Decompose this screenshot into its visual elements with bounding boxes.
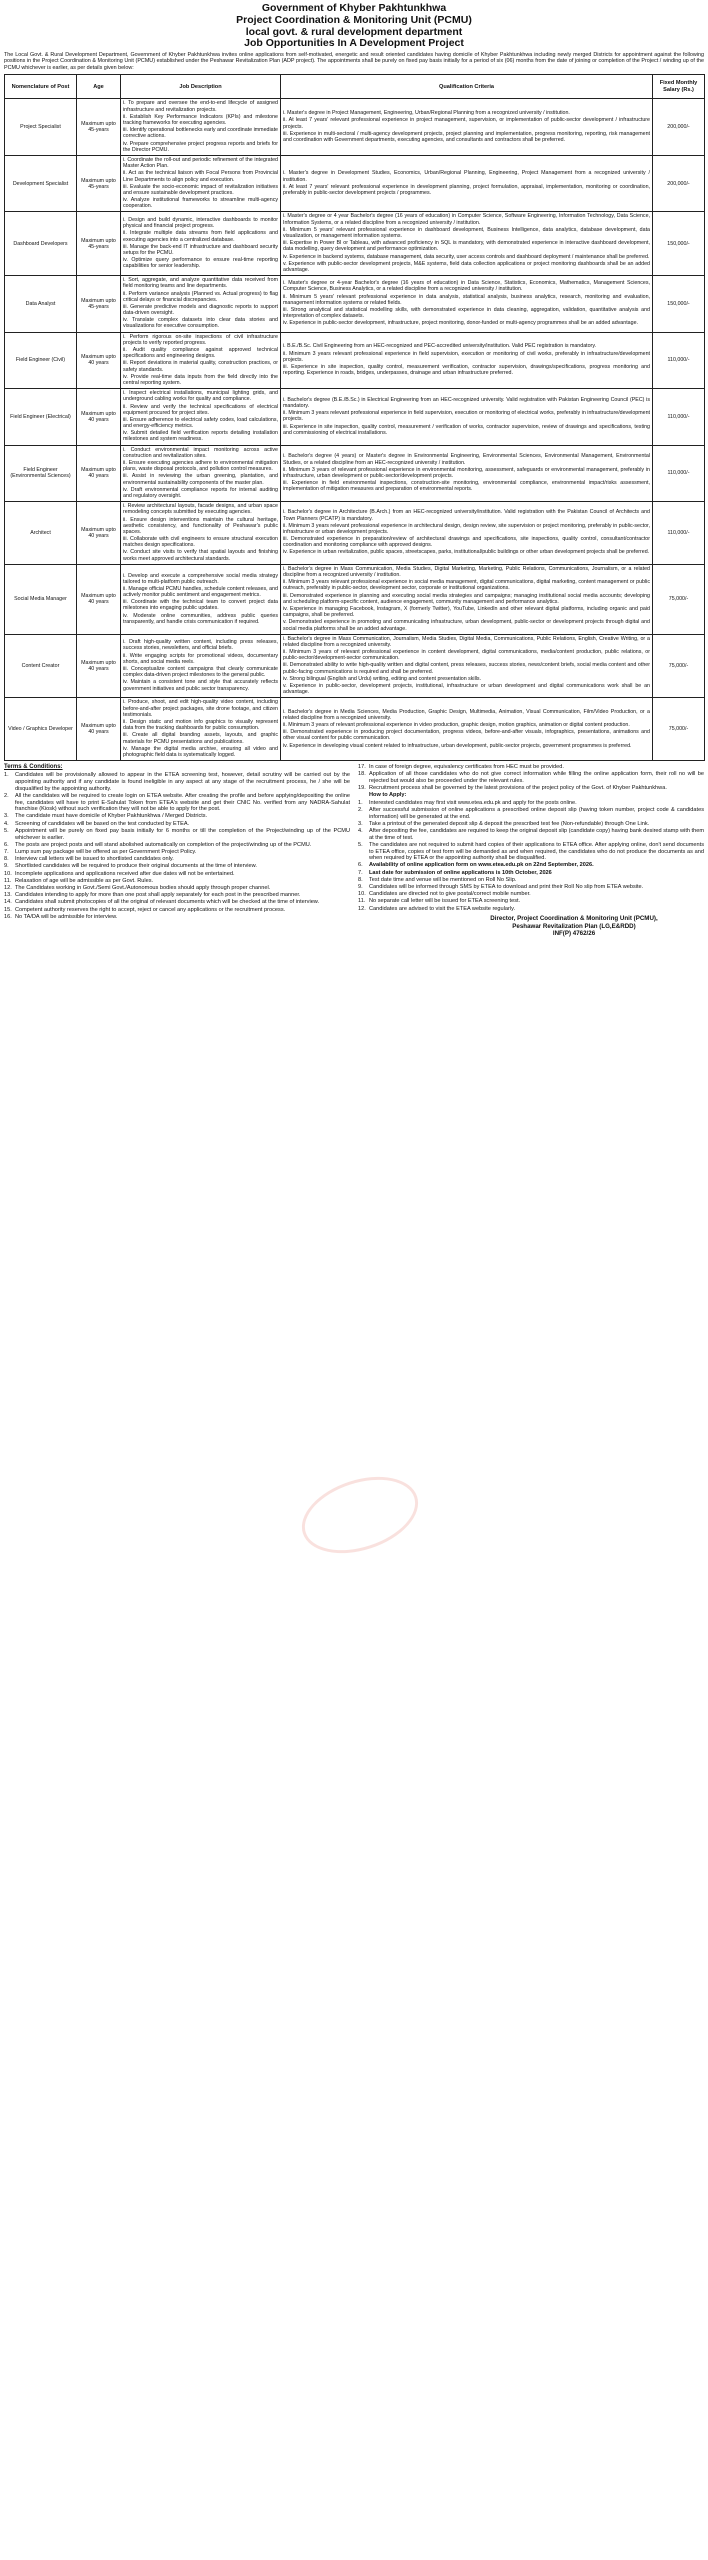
- terms-item: [358, 785, 704, 792]
- salary-cell: 110,000/-: [653, 502, 705, 565]
- item-text: Candidates will be informed through SMS by ETEA to download and print their Roll No slip from ETEA website.: [369, 884, 644, 891]
- table-row: [5, 698, 705, 761]
- terms-item: [358, 792, 704, 799]
- item-number: 4.: [358, 827, 363, 834]
- age-limit-cell: Maximum upto 40 years: [77, 698, 121, 761]
- item-text: Lump sum pay package will be offered as per Government Project Policy.: [15, 849, 197, 855]
- table-row: [5, 389, 705, 446]
- terms-item: [4, 772, 350, 792]
- age-limit-cell: Maximum upto 40 years: [77, 502, 121, 565]
- table-row: [5, 502, 705, 565]
- terms-item: [358, 807, 704, 820]
- item-number: 11.: [4, 877, 12, 884]
- qualification-item: iii. Experience in site inspection, quality control, measurement verification, contractor supervision, drawings/specifications, progress monitoring and reporting. Experience in roads, bridges, underpasses, drainage and urban infrastructure preferred.: [283, 363, 650, 377]
- item-number: 4.: [4, 820, 9, 827]
- description-item: iii. Collaborate with civil engineers to ensure structural execution matches design specifications.: [123, 536, 278, 549]
- table-row: [5, 634, 705, 698]
- item-text: Relaxation of age will be admissible as per Govt. Rules.: [15, 877, 154, 884]
- description-item: iii. Create all digital branding assets, layouts, and graphic materials for PCMU presentations and publications.: [123, 732, 278, 745]
- item-number: 10.: [358, 891, 366, 898]
- terms-item: [4, 813, 350, 820]
- item-text: All the candidates will be required to create login on ETEA website. After creating the profile and before applying/depositing the online fee, candidates will have to print E-Sahulat Token from ETEA's website and get their CNIC No. verified from any NADRA-Sahulat franchise (Kiosk) without such verification they will not be able to apply for the post.: [15, 792, 350, 813]
- qualification-item: ii. Minimum 5 years' relevant professional experience in dashboard development, Business Intelligence, data analytics, database development, data visualization, or management information systems.: [283, 226, 650, 240]
- age-limit-cell: Maximum upto 45-years: [77, 212, 121, 276]
- age-limit-cell: Maximum upto 40 years: [77, 389, 121, 446]
- description-item: i. Develop and execute a comprehensive social media strategy tailored to multi-platform public outreach.: [123, 572, 278, 585]
- terms-heading: Terms & Conditions:: [4, 764, 63, 771]
- description-item: iv. Manage the digital media archive, ensuring all video and photographic field data is systematically logged.: [123, 745, 278, 758]
- issuer-title: Director, Project Coordination & Monitoring Unit (PCMU),: [490, 915, 658, 923]
- description-item: i. Perform rigorous on-site inspections of civil infrastructure projects to verify reported progress.: [123, 333, 278, 346]
- description-item: iv. Prepare comprehensive project progress reports and briefs for the Director PCMU.: [123, 140, 278, 153]
- qualification-item: iii. Demonstrated experience in preparation/review of architectural drawings and specifications, site inspections, quality control, consultant/contractor coordination and monitoring compliance with approved designs.: [283, 536, 650, 549]
- item-text: Last date for submission of online applications is 10th October, 2026: [369, 869, 552, 876]
- terms-item: [4, 892, 350, 899]
- salary-cell: 75,000/-: [653, 634, 705, 698]
- terms-item: [358, 877, 704, 884]
- qualification-item: i. Bachelor's degree in Architecture (B.Arch.) from an HEC-recognized university/institution. Valid registration with the Pakistan Council of Architects and Town Planners (PCATP) is mandatory.: [283, 509, 650, 522]
- description-item: i. To prepare and oversee the end-to-end lifecycle of assigned infrastructure and revitalization projects.: [123, 100, 278, 113]
- qualification-item: iv. Experience in public-sector development, infrastructure, project monitoring, donor-funded or multi-agency programmes shall be an added advantage.: [283, 320, 638, 327]
- terms-item: [4, 849, 350, 856]
- government-title: Government of Khyber Pakhtunkhwa: [261, 2, 447, 14]
- terms-right-column: [358, 764, 704, 938]
- description-item: ii. Act as the technical liaison with Focal Persons from Provincial Line Departments to align policy and execution.: [123, 170, 278, 183]
- qualification-cell: [281, 155, 653, 212]
- item-text: Shortlisted candidates will be required to produce their original documents at the time of interview.: [15, 863, 257, 870]
- qualification-item: v. Experience with public-sector development projects, M&E systems, field data collection applications or project monitoring dashboards shall be an added advantage.: [283, 260, 650, 273]
- item-text: The Candidates working in Govt./Semi Govt./Autonomous bodies should apply through proper channel.: [15, 885, 271, 892]
- description-item: iv. Optimize query performance to ensure real-time reporting capabilities for senior leadership.: [123, 257, 278, 270]
- terms-item: [358, 906, 704, 913]
- item-number: 11.: [358, 898, 366, 905]
- advert-reference: INF(P) 4762/26: [552, 930, 596, 938]
- salary-cell: 110,000/-: [653, 389, 705, 446]
- item-text: Application of all those candidates who do not give correct information while filling the online application form, their roll no will be rejected but would also be proceeded under the relevant rules.: [369, 771, 704, 784]
- salary-cell: 200,000/-: [653, 99, 705, 156]
- item-text: No TA/DA will be admissible for interview.: [15, 913, 118, 920]
- age-limit-cell: Maximum upto 45-years: [77, 99, 121, 156]
- qualification-cell: [281, 276, 653, 333]
- item-text: Availability of online application form on www.etea.edu.pk on 22nd September, 2026.: [369, 862, 594, 869]
- salary-cell: 150,000/-: [653, 276, 705, 333]
- table-row: [5, 212, 705, 276]
- description-item: iv. Translate complex datasets into clear data stories and visualizations for executive consumption.: [123, 317, 278, 330]
- terms-item: [4, 842, 350, 849]
- terms-item: [358, 764, 704, 771]
- item-text: Recruitment process shall be governed by the latest provisions of the project policy of the Govt. of Khyber Pakhtunkhwa.: [369, 785, 667, 792]
- job-description-cell: [121, 634, 281, 698]
- post-name-cell: Development Specialist: [5, 155, 77, 212]
- terms-item: [358, 870, 704, 877]
- header-description: Job Description: [121, 75, 281, 99]
- item-number: 3.: [4, 813, 9, 820]
- qualification-item: iii. Demonstrated ability to write high-quality written and digital content, press releases, success stories, news/content briefs, social media content and other public-facing communications is required and shall be preferred.: [283, 662, 650, 675]
- item-text: Interested candidates may first visit www.etea.edu.pk and apply for the posts online.: [369, 799, 577, 806]
- item-text: After successful submission of online applications a prescribed online deposit slip (having token number, project code & candidates information) will be generated at the end.: [369, 806, 704, 820]
- salary-cell: 75,000/-: [653, 564, 705, 634]
- item-number: 15.: [4, 906, 12, 913]
- item-number: 9.: [358, 884, 363, 891]
- item-number: 7.: [358, 869, 363, 876]
- qualification-item: v. Experience in public-sector, development projects, institutional, infrastructure or urban development and digital communications work shall be an advantage.: [283, 683, 650, 696]
- description-item: ii. Audit quality compliance against approved technical specifications and engineering designs.: [123, 347, 278, 360]
- qualification-item: i. Bachelor's degree (B.E./B.Sc.) in Electrical Engineering from an HEC-recognized university. Valid registration with Pakistan Engineering Council (PEC) is mandatory.: [283, 396, 650, 410]
- table-row: [5, 564, 705, 634]
- post-name-cell: Architect: [5, 502, 77, 565]
- qualification-item: ii. Minimum 3 years of relevant professional experience in content development, digital communications, media/content production, public relations, or public-sector/development-sector communication.: [283, 649, 650, 662]
- item-text: In case of foreign degree, equivalency certificates from HEC must be provided.: [369, 764, 564, 771]
- salary-cell: 150,000/-: [653, 212, 705, 276]
- terms-item: [4, 793, 350, 813]
- header-qualification: Qualification Criteria: [281, 75, 653, 99]
- description-item: iv. Maintain a consistent tone and style that accurately reflects government initiatives and public sector transparency.: [123, 679, 278, 692]
- qualification-item: iv. Experience in developing visual content related to infrastructure, urban development, public-sector projects, government programmes is preferred.: [283, 742, 632, 749]
- post-name-cell: Field Engineer (Environmental Sciences): [5, 445, 77, 502]
- description-item: ii. Perform variance analysis (Planned vs. Actual progress) to flag critical delays or financial discrepancies.: [123, 290, 278, 303]
- description-item: iii. Coordinate with the technical team to convert project data milestones into engaging public updates.: [123, 599, 278, 612]
- item-text: The candidate must have domicile of Khyber Pakhtunkhwa / Merged Districts.: [15, 813, 208, 820]
- terms-item: [358, 891, 704, 898]
- item-text: Take a printout of the generated deposit slip & deposit the prescribed test fee (Non-refundable) through One Link.: [369, 820, 650, 827]
- table-header-row: [5, 75, 705, 99]
- item-text: Screening of candidates will be based on the test conducted by ETEA.: [15, 820, 190, 827]
- job-description-cell: [121, 389, 281, 446]
- item-number: 18.: [358, 771, 366, 778]
- item-number: 14.: [4, 899, 12, 906]
- item-text: Competent authority reserves the right to accept, reject or cancel any applications or the recruitment process.: [15, 906, 286, 913]
- qualification-item: ii. Minimum 5 years' relevant professional experience in data analysis, statistical analysis, business analytics, research, monitoring and evaluation, management information systems or related fields.: [283, 293, 650, 306]
- job-description-cell: [121, 212, 281, 276]
- description-item: iv. Conduct site visits to verify that spatial layouts and finishing works meet approved architectural standards.: [123, 549, 278, 562]
- issuer-project: Peshawar Revitalization Plan (LG,E&RDD): [512, 922, 636, 930]
- table-row: [5, 99, 705, 156]
- description-item: i. Inspect electrical installations, municipal lighting grids, and underground cabling works for quality and compliance.: [123, 390, 278, 403]
- description-item: i. Design and build dynamic, interactive dashboards to monitor physical and financial project progress.: [123, 217, 278, 230]
- item-number: 2.: [358, 806, 363, 813]
- description-item: ii. Ensure design interventions maintain the cultural heritage, aesthetic consistency, and functionality of Peshawar's public spaces.: [123, 516, 278, 535]
- item-number: 12.: [358, 905, 366, 912]
- advertisement-header: [4, 3, 704, 50]
- description-item: iii. Manage the back-end IT infrastructure and dashboard security setups for the PCMU.: [123, 243, 278, 256]
- description-item: ii. Write engaging scripts for promotional videos, documentary shorts, and social media reels.: [123, 652, 278, 665]
- item-text: After depositing the fee, candidates are required to keep the original deposit slip (candidate copy) having bank desired stamp with them at the time of test.: [369, 827, 704, 841]
- description-item: ii. Establish Key Performance Indicators (KPIs) and milestone tracking frameworks for executing agencies.: [123, 113, 278, 127]
- page-title: Job Opportunities In A Development Project: [244, 37, 464, 50]
- description-item: i. Draft high-quality written content, including press releases, success stories, newsletters, and official briefs.: [123, 639, 278, 652]
- terms-item: [358, 862, 704, 869]
- job-description-cell: [121, 155, 281, 212]
- qualification-item: iv. Experience in managing Facebook, Instagram, X (formerly Twitter), YouTube, LinkedIn and other relevant digital platforms, including organic and paid campaigns, shall be preferred.: [283, 605, 650, 619]
- qualification-item: v. Demonstrated experience in promoting and communicating infrastructure, urban development, public-sector or development projects through digital and social media platforms shall be an added advantage.: [283, 619, 650, 632]
- job-description-cell: [121, 564, 281, 634]
- qualification-item: ii. At least 7 years' relevant professional experience in development planning, project formulation, appraisal, implementation, monitoring or coordination, preferably in public-sector development projects / programmes.: [283, 183, 650, 196]
- item-text: Candidates shall submit photocopies of all the original of relevant documents which will be checked at the time of interview.: [15, 899, 320, 906]
- qualification-cell: [281, 389, 653, 446]
- qualification-item: ii. Minimum 3 years of relevant professional experience in environmental monitoring, assessment, safeguards or environmental management, preferably in infrastructure, urban development or public-sector/development projects.: [283, 466, 650, 479]
- terms-left-column: [4, 764, 350, 938]
- description-item: iv. Moderate online communities, address public queries transparently, and handle crisis communication if required.: [123, 612, 278, 625]
- item-number: 10.: [4, 870, 12, 877]
- header-age: Age: [77, 75, 121, 99]
- age-limit-cell: Maximum upto 45-years: [77, 276, 121, 333]
- item-number: 7.: [4, 849, 9, 855]
- item-text: No separate call letter will be issued for ETEA screening test.: [369, 898, 521, 905]
- qualification-item: i. Bachelor's degree in Mass Communication, Journalism, Media Studies, Digital Media, Communications, Public Relations, English, Creative Writing, or a related discipline from a recognized university.: [283, 635, 650, 648]
- item-number: 1.: [358, 799, 363, 806]
- post-name-cell: Project Specialist: [5, 99, 77, 156]
- qualification-cell: [281, 502, 653, 565]
- jobs-table-body: [5, 99, 705, 761]
- description-item: i. Coordinate the roll-out and periodic refinement of the integrated Master Action Plan.: [123, 156, 278, 170]
- description-item: iv. Provide real-time data inputs from the field directly into the central reporting system.: [123, 373, 278, 386]
- terms-item: [4, 828, 350, 841]
- qualification-cell: [281, 564, 653, 634]
- item-number: 19.: [358, 785, 366, 792]
- salary-cell: 200,000/-: [653, 155, 705, 212]
- salary-cell: 110,000/-: [653, 445, 705, 502]
- qualification-item: ii. Minimum 3 years relevant professional experience in social media management, digital communications, digital marketing, content management or public outreach, preferably in public-sector, development sector, corporate or institutional organizations.: [283, 579, 650, 592]
- description-item: i. Conduct environmental impact monitoring across active construction and revitalization sites.: [123, 446, 278, 459]
- job-description-cell: [121, 445, 281, 502]
- qualification-cell: [281, 698, 653, 761]
- terms-item: [358, 771, 704, 784]
- qualification-item: ii. Minimum 3 years relevant professional experience in field supervision, execution or monitoring of electrical works, preferably in infrastructure/development projects.: [283, 410, 650, 423]
- post-name-cell: Social Media Manager: [5, 564, 77, 634]
- description-item: ii. Design static and motion info graphics to visually represent data from the tracking dashboards for public consumption.: [123, 718, 278, 732]
- item-number: 8.: [358, 876, 363, 883]
- description-item: ii. Manage official PCMU handles, schedule content releases, and actively monitor public sentiment and engagement metrics.: [123, 585, 278, 599]
- terms-list: [4, 772, 350, 920]
- item-text: The posts are project posts and will stand abolished automatically on completion of the project/winding up of the PCMU.: [15, 841, 312, 848]
- qualification-item: ii. Minimum 3 years relevant professional experience in architectural design, design review, site supervision or project monitoring, preferably in public-sector, infrastructure or urban development projects.: [283, 522, 650, 535]
- qualification-item: iii. Experience in site inspection, quality control, measurement / verification of works, contractor supervision, review of drawings and specifications, testing and commissioning of electrical installations.: [283, 423, 650, 436]
- item-number: 1.: [4, 772, 9, 779]
- qualification-cell: [281, 99, 653, 156]
- terms-item: [4, 863, 350, 870]
- watermark-stamp: [292, 1463, 428, 1567]
- item-text: The candidates are not required to submit hard copies of their applications to ETEA office. After applying online, don't send documents to ETEA office, copies of test form will be demanded as and when required, the candidates who do not produce the documents as and when required by ETEA or the appointing authority shall be disqualified.: [369, 841, 704, 862]
- header-salary: Fixed Monthly Salary (Rs.): [653, 75, 705, 99]
- description-item: iii. Generate predictive models and diagnostic reports to support data-driven oversight.: [123, 303, 278, 317]
- jobs-table: [4, 74, 705, 761]
- terms-item: [4, 878, 350, 885]
- qualification-cell: [281, 212, 653, 276]
- item-number: 9.: [4, 863, 9, 870]
- item-text: Test date time and venue will be mentioned on Roll No Slip.: [369, 876, 517, 883]
- terms-item: [4, 899, 350, 906]
- post-name-cell: Field Engineer (Civil): [5, 332, 77, 389]
- description-item: iii. Conceptualize content campaigns that clearly communicate complex data-driven project milestones to the general public.: [123, 666, 278, 679]
- qualification-cell: [281, 634, 653, 698]
- qualification-item: ii. Minimum 3 years relevant professional experience in field supervision, execution or monitoring of civil works, preferably in infrastructure/development projects.: [283, 350, 650, 363]
- salary-cell: 110,000/-: [653, 332, 705, 389]
- item-text: Incomplete applications and applications received after due dates will not be entertained.: [15, 870, 235, 877]
- qualification-item: i. Master's degree or 4 year Bachelor's degree (16 years of education) in Computer Science, Software Engineering, Information Technology, Data Science, Information Systems, or a related discipline from a recognized university / institution.: [283, 213, 650, 226]
- item-number: 5.: [4, 827, 9, 834]
- description-item: iv. Analyze institutional frameworks to streamline multi-agency cooperation.: [123, 197, 278, 210]
- qualification-cell: [281, 445, 653, 502]
- item-text: Interview call letters will be issued to shortlisted candidates only.: [15, 856, 174, 863]
- qualification-item: iii. Strong analytical and statistical modelling skills, with demonstrated experience in data cleaning, aggregation, validation, quantitative analysis and interpretation of complex datasets.: [283, 306, 650, 320]
- description-item: iv. Draft environmental compliance reports for internal auditing and regulatory oversight.: [123, 486, 278, 499]
- description-item: ii. Integrate multiple data streams from field applications and executing agencies into a centralized database.: [123, 230, 278, 243]
- qualification-item: i. Master's degree in Development Studies, Economics, Urban/Regional Planning, Engineering, Project Management from a recognized university / institution.: [283, 170, 650, 183]
- terms-item: [4, 885, 350, 892]
- qualification-item: iii. Demonstrated experience in planning and executing social media strategies and campaigns; managing institutional social media accounts; developing and scheduling platform-specific content, audience engagement, community management and performance analytics.: [283, 592, 650, 605]
- apply-list: [358, 764, 704, 912]
- post-name-cell: Dashboard Developers: [5, 212, 77, 276]
- item-number: 13.: [4, 892, 12, 899]
- department-title: local govt. & rural development department: [245, 25, 463, 38]
- qualification-item: iv. Experience in backend systems, database management, data security, user access controls and dashboard deployment / maintenance shall be preferred.: [283, 253, 650, 260]
- terms-item: [4, 821, 350, 828]
- description-item: i. Produce, shoot, and edit high-quality video content, including before-and-after project packages, site drone footage, and citizen testimonials.: [123, 699, 278, 718]
- description-item: ii. Ensure executing agencies adhere to environmental mitigation plans, waste disposal protocols, and pollution control measures.: [123, 460, 278, 473]
- qualification-item: i. Bachelor's degree (4 years) or Master's degree in Environmental Engineering, Environmental Sciences, Environmental Management, Environmental Studies, or a related discipline from an HEC-recognized university / institution.: [283, 453, 650, 466]
- terms-section: [4, 764, 704, 938]
- description-item: i. Review architectural layouts, facade designs, and urban space remodeling concepts submitted by executing agencies.: [123, 503, 278, 516]
- item-text: Candidates are advised to visit the ETEA website regularly.: [369, 905, 516, 912]
- terms-item: [4, 907, 350, 914]
- qualification-item: i. Master's degree in Project Management, Engineering, Urban/Regional Planning from a recognized university / institution.: [283, 110, 570, 117]
- post-name-cell: Content Creator: [5, 634, 77, 698]
- item-number: 3.: [358, 820, 363, 827]
- description-item: iii. Identify operational bottlenecks early and coordinate immediate corrective actions.: [123, 127, 278, 140]
- qualification-item: i. Bachelor's degree in Mass Communication, Media Studies, Digital Marketing, Marketing, Public Relations, Communications, Journalism, or a related discipline from a recognized university / institution.: [283, 565, 650, 579]
- item-text: Appointment will be purely on fixed pay basis initially for 6 months or till the completion of the Project/winding up of the PCMU whichever is earlier.: [15, 827, 350, 841]
- job-description-cell: [121, 332, 281, 389]
- item-number: 17.: [358, 764, 366, 771]
- age-limit-cell: Maximum upto 40 years: [77, 634, 121, 698]
- qualification-item: iii. Experience in field environmental inspections, construction-site monitoring, environmental compliance, environmental impact/risks assessment, implementation of mitigation measures and preparation of environmental reports.: [283, 480, 650, 493]
- qualification-item: i. Bachelor's degree in Media Sciences, Media Production, Graphic Design, Multimedia, Animation, Visual Communication, Film/Video Production, or a related discipline from a recognized university.: [283, 708, 650, 721]
- item-text: How to Apply:: [369, 792, 407, 799]
- salary-cell: 75,000/-: [653, 698, 705, 761]
- terms-item: [4, 871, 350, 878]
- qualification-item: iii. Expertise in Power BI or Tableau, with advanced proficiency in SQL is mandatory, with demonstrated experience in interactive dashboard development, data modelling, query development and performance optimization.: [283, 240, 650, 253]
- terms-item: [358, 842, 704, 862]
- age-limit-cell: Maximum upto 40 years: [77, 445, 121, 502]
- terms-item: [358, 898, 704, 905]
- description-item: iii. Evaluate the socio-economic impact of revitalization initiatives and ensure sustainable development practices.: [123, 183, 278, 196]
- age-limit-cell: Maximum upto 45-years: [77, 155, 121, 212]
- age-limit-cell: Maximum upto 40 years: [77, 564, 121, 634]
- qualification-item: i. B.E./B.Sc. Civil Engineering from an HEC-recognized and PEC-accredited university/institution. Valid PEC registration is mandatory.: [283, 343, 597, 350]
- description-item: iv. Submit detailed field verification reports detailing installation milestones and system readiness.: [123, 430, 278, 443]
- qualification-item: ii. At least 7 years' relevant professional experience in project management, supervision, or implementation of public-sector development / infrastructure projects.: [283, 117, 650, 130]
- description-item: iii. Ensure adherence to electrical safety codes, load calculations, and energy-efficiency metrics.: [123, 416, 278, 430]
- header-post: Nomenclature of Post: [5, 75, 77, 99]
- job-description-cell: [121, 276, 281, 333]
- qualification-item: iii. Experience in multi-sectoral / multi-agency development projects, project planning and implementation, progress monitoring, reporting, risk management and coordination with Government departments, executing agencies, and consultants and contractors shall be preferred.: [283, 130, 650, 143]
- job-description-cell: [121, 99, 281, 156]
- item-number: 6.: [358, 862, 363, 869]
- terms-item: [358, 884, 704, 891]
- unit-title: Project Coordination & Monitoring Unit (PCMU): [236, 13, 472, 26]
- intro-paragraph: The Local Govt. & Rural Development Department, Government of Khyber Pakhtunkhwa invites online applications from self-motivated, energetic and result oriented candidates having domicile of Khyber Pakhtunkhwa including newly merged Districts for appointment against the following positions in the Project Coordination & Monitoring Unit (PCMU) established under the Peshawar Revitalization Plan (ADP project). The appointments shall be purely on fixed pay basis initially for a period of six (06) months from the date of joining or completion of the Project / winding up of the PCMU whichever is earlier, as per details given below:: [4, 52, 704, 71]
- description-item: iii. Report deviations in material quality, construction practices, or safety standards.: [123, 360, 278, 373]
- item-number: 6.: [4, 841, 9, 848]
- item-number: [358, 792, 369, 799]
- table-row: [5, 155, 705, 212]
- item-number: 16.: [4, 913, 12, 920]
- terms-item: [4, 914, 350, 921]
- qualification-item: iv. Strong bilingual (English and Urdu) writing, editing and content presentation skills.: [283, 675, 482, 682]
- terms-item: [4, 856, 350, 863]
- qualification-item: ii. Minimum 3 years of relevant professional experience in video production, graphic design, motion graphics, animation or digital content production.: [283, 722, 630, 729]
- post-name-cell: Video / Graphics Developer: [5, 698, 77, 761]
- qualification-cell: [281, 332, 653, 389]
- item-text: Candidates intending to apply for more than one post shall apply separately for each post in the prescribed manner.: [15, 892, 301, 899]
- post-name-cell: Field Engineer (Electrical): [5, 389, 77, 446]
- terms-item: [358, 821, 704, 828]
- qualification-item: i. Master's degree or 4-year Bachelor's degree (16 years of education) in Data Science, Statistics, Economics, Mathematics, Management Sciences, Computer Science, Business Analytics, or a related discipline from a recognized university / institution.: [283, 280, 650, 293]
- description-item: iii. Assist in reviewing the urban greening, plantation, and environmental sustainability components of the master plan.: [123, 473, 278, 486]
- table-row: [5, 445, 705, 502]
- post-name-cell: Data Analyst: [5, 276, 77, 333]
- age-limit-cell: Maximum upto 40 years: [77, 332, 121, 389]
- job-description-cell: [121, 502, 281, 565]
- description-item: ii. Review and verify the technical specifications of electrical equipment procured for project sites.: [123, 403, 278, 416]
- item-number: 5.: [358, 841, 363, 848]
- item-number: 8.: [4, 856, 9, 863]
- table-row: [5, 276, 705, 333]
- item-number: 2.: [4, 792, 9, 799]
- terms-item: [358, 800, 704, 807]
- description-item: i. Sort, aggregate, and analyze quantitative data received from field monitoring teams and line departments.: [123, 277, 278, 290]
- item-number: 12.: [4, 885, 12, 892]
- issuer-signature-block: [444, 915, 704, 937]
- table-row: [5, 332, 705, 389]
- item-text: Candidates will be provisionally allowed to appear in the ETEA screening test, however, detail scrutiny will be carried out by the appointing authority and if any candidate is found ineligible in any aspect at any stage of the recruitment process, he / she will be disqualified by the appointing authority.: [15, 772, 350, 792]
- terms-item: [358, 828, 704, 841]
- qualification-item: iv. Experience in urban revitalization, public spaces, streetscapes, parks, institutional/public buildings or other urban development projects shall be preferred.: [283, 549, 650, 556]
- item-text: Candidates are directed not to give postal/correct mobile number.: [369, 891, 531, 898]
- job-description-cell: [121, 698, 281, 761]
- qualification-item: iii. Demonstrated experience in producing project documentation, progress videos, before-and-after visuals, infographics, presentations, animations and other visual content for public communication.: [283, 729, 650, 742]
